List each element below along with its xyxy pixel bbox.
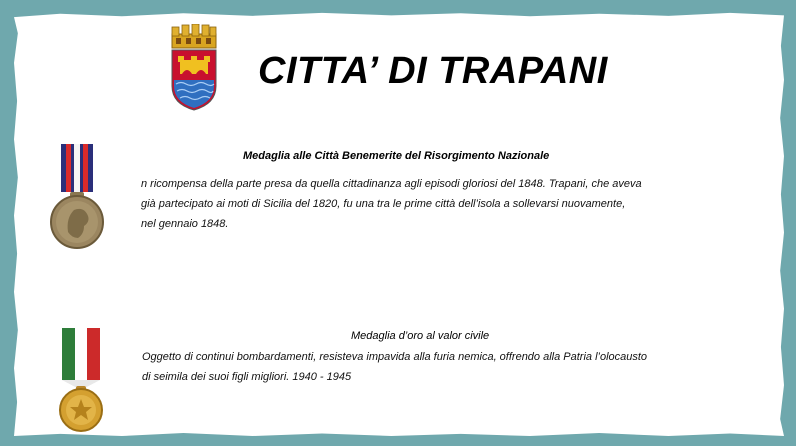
text-line: nel gennaio 1848. <box>141 218 229 230</box>
section-text-risorgimento <box>141 174 731 234</box>
text-line: n ricompensa della parte presa da quella cittadinanza agli episodi gloriosi del 1848. Trapani, che aveva <box>141 178 642 190</box>
trapani-coat-of-arms-icon <box>168 24 220 112</box>
text-line: Oggetto di continui bombardamenti, resisteva impavida alla furia nemica, offrendo alla Patria l’olocausto <box>142 351 648 363</box>
section-text-valor-civile <box>142 347 742 387</box>
text-line: di seimila dei suoi figli migliori. 1940 - 1945 <box>142 371 352 383</box>
section-heading-valor-civile: Medaglia d’oro al valor civile <box>351 330 490 342</box>
section-heading-risorgimento: Medaglia alle Città Benemerite del Risorgimento Nazionale <box>243 150 550 162</box>
gold-medal-civil-valor-icon <box>52 326 110 434</box>
risorgimento-medal-icon <box>48 142 106 250</box>
page-title: CITTA’ DI TRAPANI <box>258 50 608 92</box>
text-line: già partecipato ai moti di Sicilia del 1820, fu una tra le prime città dell’isola a sollevarsi nuovamente, <box>141 198 626 210</box>
